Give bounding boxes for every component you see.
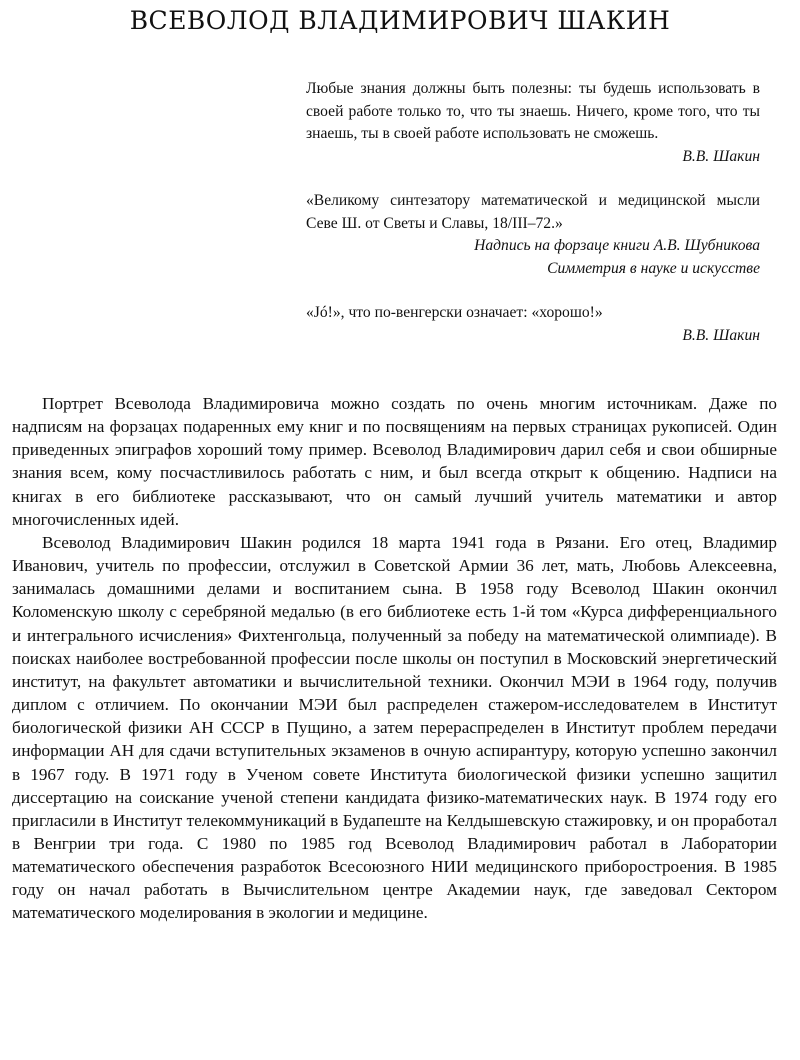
epigraph-text: Любые знания должны быть полезны: ты будешь использовать в своей работе только то, что ты знаешь. Ничего, кроме того, что ты знаешь, ты в своей работе использовать не сможешь. [306, 80, 760, 142]
epigraph-attribution: В.В. Шакин [682, 326, 760, 344]
page-title: ВСЕВОЛОД ВЛАДИМИРОВИЧ ШАКИН [129, 6, 671, 35]
epigraph-attribution: Надпись на форзаце книги А.В. Шубникова [474, 237, 760, 254]
epigraph-text: «Jó!», что по-венгерски означает: «хорошо!» [306, 304, 603, 321]
epigraph [306, 78, 760, 168]
epigraphs-block [306, 78, 760, 369]
epigraph-attribution: В.В. Шакин [682, 147, 760, 165]
epigraph [306, 302, 760, 347]
paragraph: Портрет Всеволода Владимировича можно создать по очень многим источникам. Даже по надписям на форзацах подаренных ему книг и по посвящениям на первых страницах рукописей. Один приведенных эпиграфов хороший тому пример. Всеволод Владимирович дарил себя и свои обширные знания всем, кому посчастливилось работать с ним, и был всегда открыт к общению. Надписи на книгах в его библиотеке рассказывают, что он самый лучший учитель математики и автор многочисленных идей. [12, 394, 777, 529]
epigraph-text: «Великому синтезатору математической и медицинской мысли Севе Ш. от Светы и Славы, 18/III–72.» [306, 192, 760, 232]
epigraph-attribution-book-title: Симметрия в науке и искусстве [547, 259, 760, 277]
paragraph: Всеволод Владимирович Шакин родился 18 марта 1941 года в Рязани. Его отец, Владимир Иванович, учитель по профессии, отслужил в Советской Армии 36 лет, мать, Любовь Алексеевна, занималась домашними делами и воспитанием сына. В 1958 году Всеволод Шакин окончил Коломенскую школу с серебряной медалью (в его библиотеке есть 1-й том «Курса дифференциального и интегрального исчисления» Фихтенгольца, полученный за победу на математической олимпиаде). В поисках наиболее востребованной профессии после школы он поступил в Московский энергетический институт, на факультет автоматики и вычислительной техники. Окончил МЭИ в 1964 году, получив диплом с отличием. По окончании МЭИ был распределен стажером-исследователем в Институт биологической физики АН СССР в Пущино, а затем перераспределен в Институт проблем передачи информации АН для сдачи вступительных экзаменов в очную аспирантуру, которую успешно закончил в 1967 году. В 1971 году в Ученом совете Института биологической физики успешно защитил диссертацию на соискание ученой степени кандидата физико-математических наук. В 1974 году его пригласили в Институт телекоммуникаций в Будапеште на Келдышевскую стажировку, и он проработал в Венгрии три года. С 1980 по 1985 год Всеволод Владимирович работал в Лаборатории математического обеспечения разработок Всесоюзного НИИ медицинского приборостроения. В 1985 году он начал работать в Вычислительном центре Академии наук, где заведовал Сектором математического моделирования в экологии и медицине. [12, 532, 777, 923]
epigraph [306, 190, 760, 280]
body-text [12, 392, 777, 925]
